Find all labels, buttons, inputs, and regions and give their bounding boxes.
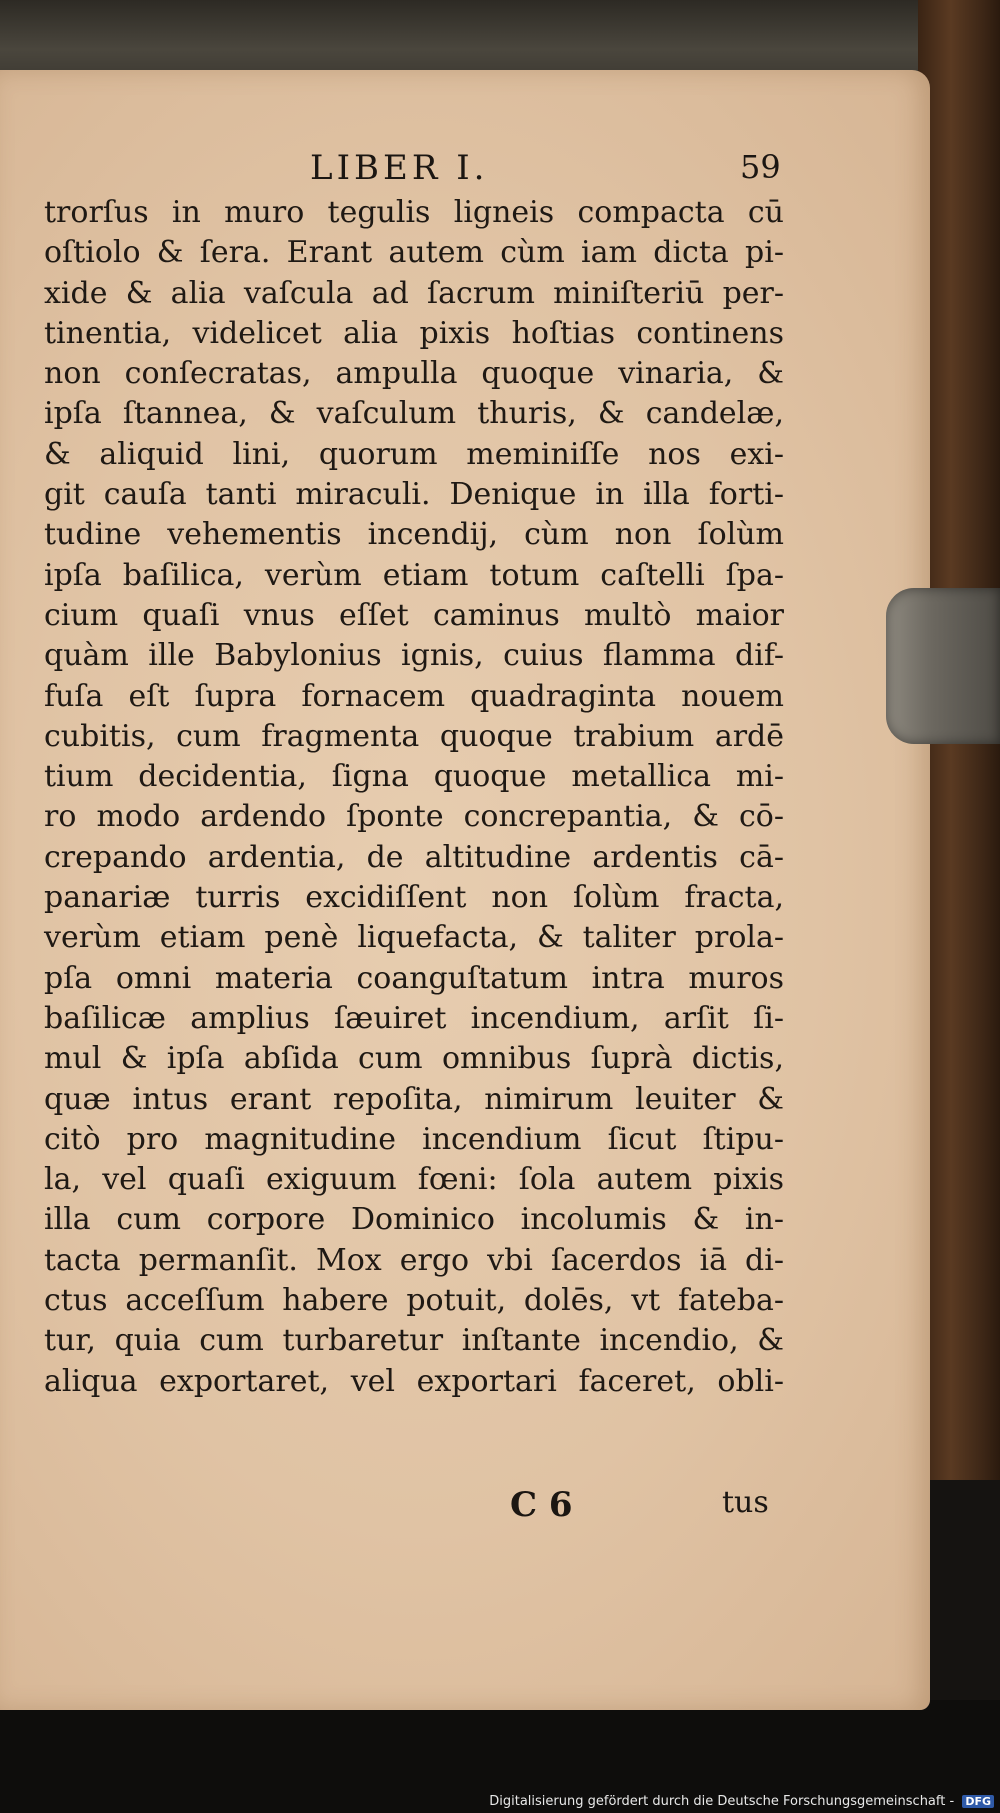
text-line: mul & ipſa abſida cum omnibus ſuprà dictis, <box>44 1041 784 1077</box>
text-line: fuſa eſt ſupra fornacem quadraginta nouem <box>44 678 784 714</box>
page-number: 59 <box>740 148 781 186</box>
text-line: oſtiolo & ſera. Erant autem cùm iam dicta pi- <box>44 235 784 271</box>
text-line: tudine vehementis incendij, cùm non ſolùm <box>44 517 784 553</box>
text-line: non conſecratas, ampulla quoque vinaria, & <box>44 356 784 392</box>
text-line: citò pro magnitudine incendium ſicut ſtipu- <box>44 1121 784 1157</box>
body-text <box>44 193 784 1402</box>
text-line: illa cum corpore Dominico incolumis & in- <box>44 1202 784 1238</box>
text-line: crepando ardentia, de altitudine ardentis cā- <box>44 839 784 875</box>
catchword: tus <box>722 1485 769 1520</box>
text-line: pſa omni materia coanguſtatum intra muros <box>44 960 784 996</box>
digitization-credit <box>489 1794 994 1809</box>
page-footer <box>0 1485 930 1531</box>
text-line: git cauſa tanti miraculi. Denique in illa forti- <box>44 477 784 513</box>
text-line: quàm ille Babylonius ignis, cuius flamma dif- <box>44 638 784 674</box>
running-head: LIBER I. <box>310 148 489 188</box>
text-line: aliqua exportaret, vel exportari faceret, obli- <box>44 1363 784 1399</box>
page-header <box>0 148 930 198</box>
text-line: tur, quia cum turbaretur inſtante incendio, & <box>44 1323 784 1359</box>
text-line: ipſa ſtannea, & vaſculum thuris, & candelæ, <box>44 396 784 432</box>
text-line: tium decidentia, ſigna quoque metallica mi- <box>44 759 784 795</box>
text-line: ipſa baſilica, verùm etiam totum caſtelli ſpa- <box>44 557 784 593</box>
text-line: cubitis, cum fragmenta quoque trabium ardē <box>44 718 784 754</box>
text-line: verùm etiam penè liquefacta, & taliter prola- <box>44 920 784 956</box>
text-line: baſilicæ amplius ſæuiret incendium, arſit ſi- <box>44 1000 784 1036</box>
text-line: tinentia, videlicet alia pixis hoſtias continens <box>44 315 784 351</box>
text-line: trorſus in muro tegulis ligneis compacta cū <box>44 195 784 230</box>
text-line: la, vel quaſi exiguum fœni: ſola autem pixis <box>44 1162 784 1198</box>
signature-mark: C 6 <box>510 1485 573 1525</box>
dfg-logo: DFG <box>962 1795 994 1808</box>
credit-text: Digitalisierung gefördert durch die Deutsche Forschungsgemeinschaft - <box>489 1794 955 1809</box>
text-line: panariæ turris excidiſſent non ſolùm fracta, <box>44 880 784 916</box>
text-line: ctus acceſſum habere potuit, dolēs, vt fateba- <box>44 1283 784 1319</box>
text-line: xide & alia vaſcula ad ſacrum miniſteriū per- <box>44 275 784 311</box>
text-line: quæ intus erant repoſita, nimirum leuiter & <box>44 1081 784 1117</box>
text-line: cium quaſi vnus eſſet caminus multò maior <box>44 597 784 633</box>
page-clip <box>886 588 1000 744</box>
text-line: & aliquid lini, quorum meminiſſe nos exi- <box>44 436 784 472</box>
text-line: tacta permanſit. Mox ergo vbi ſacerdos iā di- <box>44 1242 784 1278</box>
text-line: ro modo ardendo ſponte concrepantia, & cō- <box>44 799 784 835</box>
